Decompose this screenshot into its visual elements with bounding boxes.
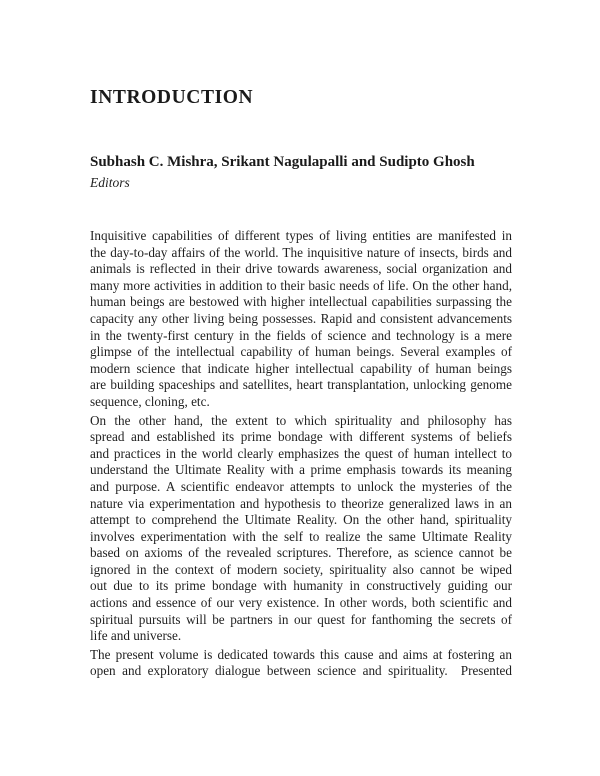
text-line: open and exploratory dialogue between science and spirituality. Presented <box>90 663 512 679</box>
text-line: based on axioms of the revealed scriptures. Therefore, as science cannot be <box>90 545 512 561</box>
text-line: in the twenty-first century in the fields of science and technology is a mere <box>90 327 512 343</box>
paragraph <box>90 413 512 645</box>
text-line: the day-to-day affairs of the world. The inquisitive nature of insects, birds and <box>90 244 512 260</box>
text-line: On the other hand, the extent to which spirituality and philosophy has <box>90 412 512 428</box>
authors-line: Subhash C. Mishra, Srikant Nagulapalli and Sudipto Ghosh <box>90 154 475 170</box>
text-line: and purpose. A scientific endeavor attempts to unlock the mysteries of the <box>90 478 512 494</box>
text-line: The present volume is dedicated towards this cause and aims at fostering an <box>90 646 512 662</box>
text-line: out due to its prime bondage with humanity in constructively guiding our <box>90 578 512 594</box>
text-line: many more activities in addition to their basic needs of life. On the other hand, <box>90 277 512 293</box>
text-line: and practices in the world clearly emphasizes the quest of human intellect to <box>90 445 512 461</box>
text-line: understand the Ultimate Reality with a prime emphasis towards its meaning <box>90 462 512 478</box>
text-line: are building spaceships and satellites, heart transplantation, unlocking genome <box>90 377 512 393</box>
text-line: modern science that indicate higher intellectual capability of human beings <box>90 360 512 376</box>
text-line: actions and essence of our very existence. In other words, both scientific and <box>90 595 512 611</box>
text-line: life and universe. <box>90 628 182 644</box>
text-line: spiritual pursuits will be partners in our quest for fanthoming the secrets of <box>90 611 512 627</box>
text-line: attempt to comprehend the Ultimate Reality. On the other hand, spirituality <box>90 512 512 528</box>
paragraph <box>90 228 512 411</box>
text-line: nature via experimentation and hypothesis to theorize generalized laws in an <box>90 495 512 511</box>
text-line: Inquisitive capabilities of different types of living entities are manifested in <box>90 228 512 243</box>
text-line: animals is reflected in their drive towards awareness, social organization and <box>90 261 512 277</box>
authors-role: Editors <box>90 175 130 190</box>
body-text <box>90 228 512 682</box>
text-line: sequence, cloning, etc. <box>90 393 210 409</box>
paragraph <box>90 647 512 680</box>
text-line: glimpse of the intellectual capability of human beings. Several examples of <box>90 344 512 360</box>
chapter-title: INTRODUCTION <box>90 87 254 108</box>
text-line: spread and established its prime bondage with different systems of beliefs <box>90 429 512 445</box>
text-line: involves experimentation with the self to realize the same Ultimate Reality <box>90 528 512 544</box>
text-line: capacity any other living being possesses. Rapid and consistent advancements <box>90 310 512 326</box>
text-line: human beings are bestowed with higher intellectual capabilities surpassing the <box>90 294 512 310</box>
text-line: ignored in the context of modern society, spirituality also cannot be wiped <box>90 561 512 577</box>
